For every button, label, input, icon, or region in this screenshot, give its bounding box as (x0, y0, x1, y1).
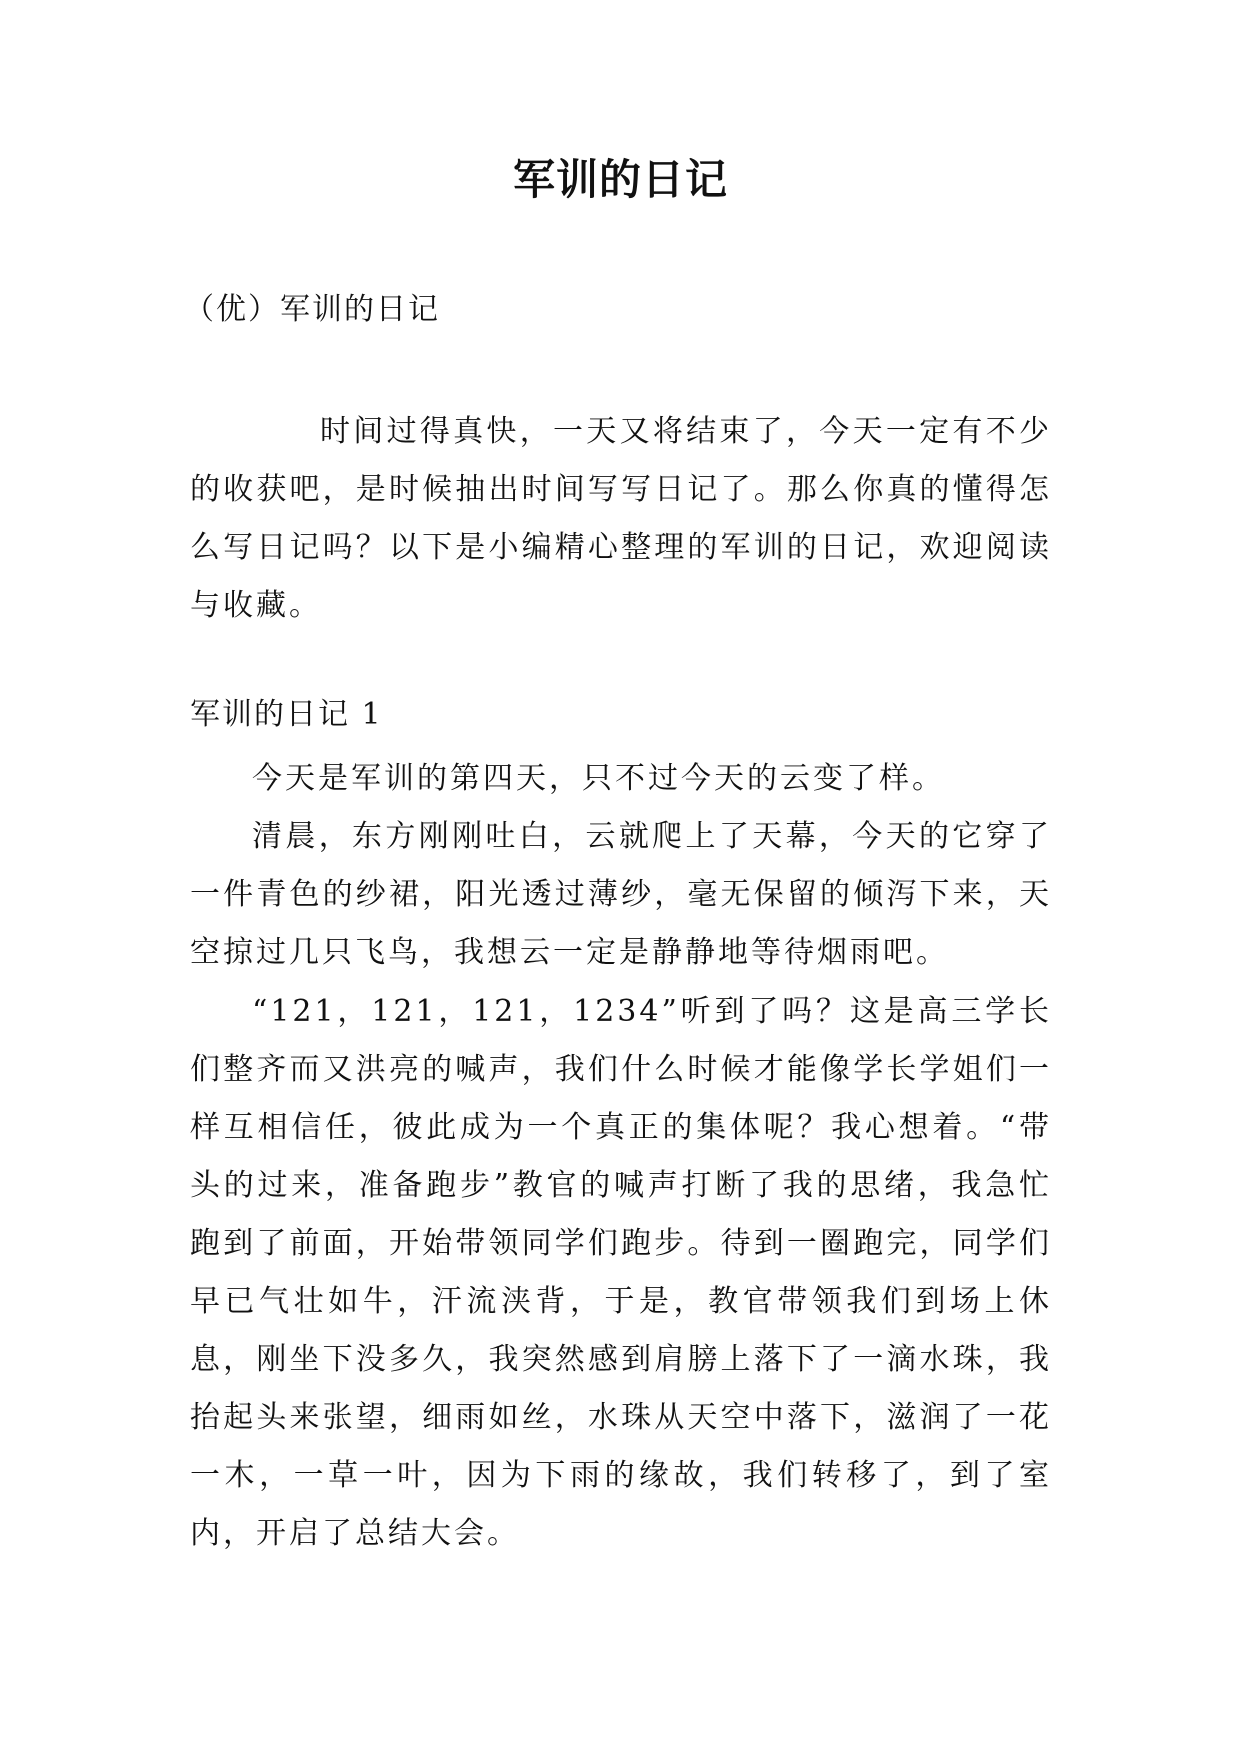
section-heading: 军训的日记 1 (190, 697, 383, 732)
body-paragraph-2: 清晨，东方刚刚吐白，云就爬上了天幕，今天的它穿了一件青色的纱裙，阳光透过薄纱，毫无保留的倾泻下来，天空掠过几只飞鸟，我想云一定是静静地等待烟雨吧。 (190, 819, 1052, 970)
body-paragraph-3: “121，121，121，1234”听到了吗？这是高三学长们整齐而又洪亮的喊声，我们什么时候才能像学长学姐们一样互相信任，彼此成为一个真正的集体呢？我心想着。“带头的过来，准备跑步”教官的喊声打断了我的思绪，我急忙跑到了前面，开始带领同学们跑步。待到一圈跑完，同学们早已气壮如牛，汗流浃背，于是，教官带领我们到场上休息，刚坐下没多久，我突然感到肩膀上落下了一滴水珠，我抬起头来张望，细雨如丝，水珠从天空中落下，滋润了一花一木，一草一叶，因为下雨的缘故，我们转移了，到了室内，开启了总结大会。 (190, 994, 1052, 1551)
body-paragraph-1: 今天是军训的第四天，只不过今天的云变了样。 (252, 761, 945, 796)
document-subtitle: （优）军训的日记 (184, 292, 440, 327)
intro-paragraph: 时间过得真快，一天又将结束了，今天一定有不少的收获吧，是时候抽出时间写写日记了。那么你真的懂得怎么写日记吗？以下是小编精心整理的军训的日记，欢迎阅读与收藏。 (190, 414, 1052, 623)
document-title: 军训的日记 (512, 155, 728, 204)
